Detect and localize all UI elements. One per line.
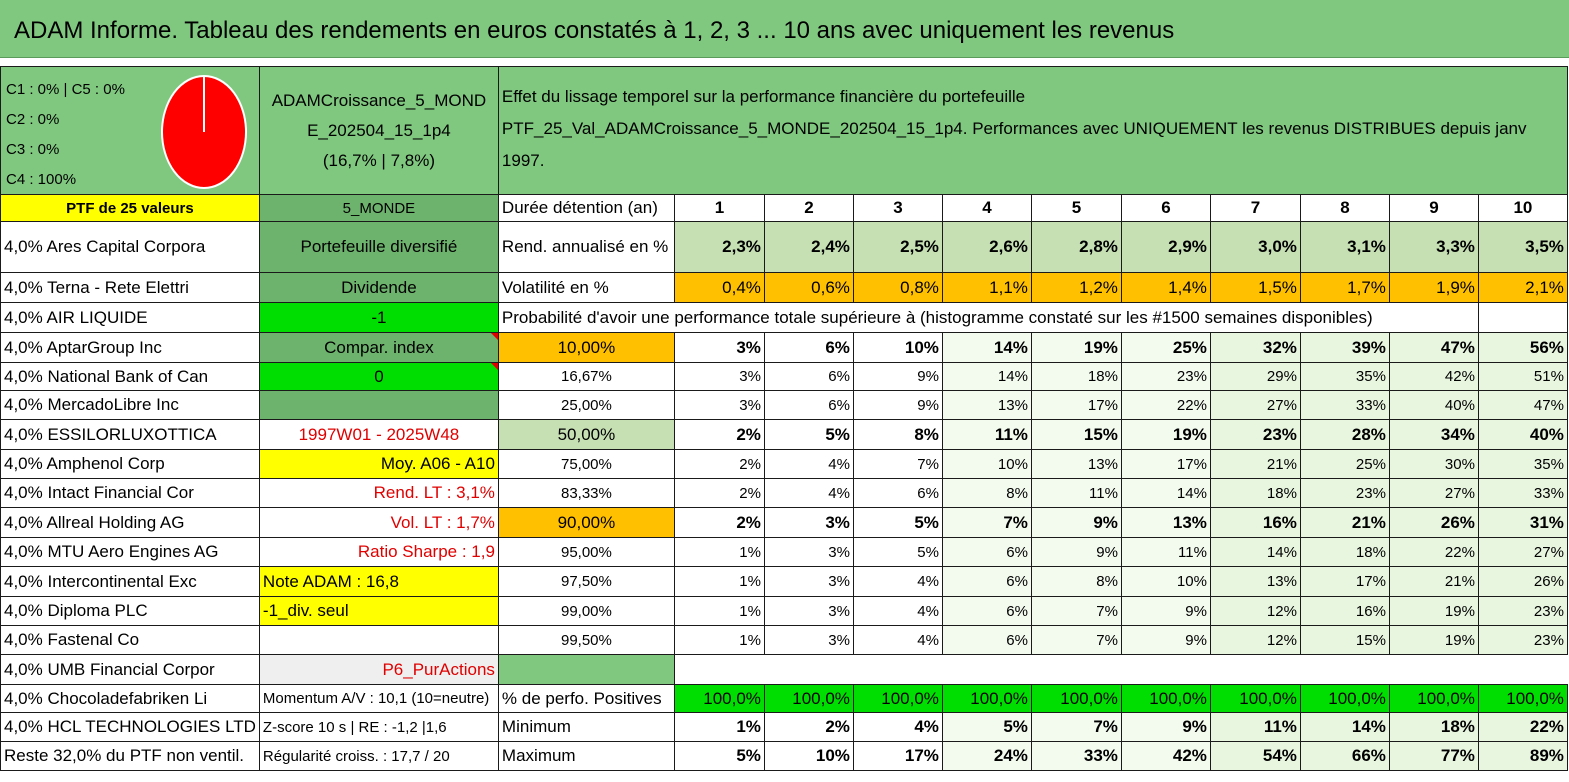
rend-lt-label[interactable]: Rend. LT : 3,1% [259, 479, 498, 508]
prob-value[interactable]: 18% [1031, 363, 1121, 391]
prob-value[interactable]: 7% [942, 508, 1031, 538]
prob-value[interactable]: 3% [764, 508, 853, 538]
prob-value[interactable]: 9% [1031, 538, 1121, 567]
holding-name[interactable]: 4,0% Terna - Rete Elettri [1, 273, 260, 303]
prob-value[interactable]: 2% [674, 508, 764, 538]
prob-threshold[interactable]: 90,00% [498, 508, 674, 538]
prob-value[interactable]: 11% [942, 420, 1031, 450]
prob-value[interactable]: 40% [1389, 391, 1478, 420]
prob-value[interactable]: 1% [674, 567, 764, 597]
pie-legend-item: C2 : 0% [6, 110, 60, 128]
holding-name[interactable]: 4,0% Amphenol Corp [1, 450, 260, 479]
prob-value[interactable]: 6% [942, 538, 1031, 567]
prob-value[interactable]: 19% [1389, 597, 1478, 626]
empty-cell[interactable] [498, 655, 674, 685]
pie-legend-item: C4 : 100% [6, 170, 77, 188]
prob-value[interactable]: 14% [1210, 538, 1300, 567]
min-value[interactable]: 14% [1300, 713, 1389, 742]
prob-value[interactable]: 56% [1478, 333, 1567, 363]
table-row [1, 713, 1568, 742]
pie-legend [6, 75, 125, 195]
rend-value[interactable]: 3,0% [1210, 222, 1300, 273]
holding-name[interactable]: 4,0% Ares Capital Corpora [1, 222, 260, 273]
portefeuille-label[interactable]: Portefeuille diversifié [259, 222, 498, 273]
prob-threshold[interactable]: 99,00% [498, 597, 674, 626]
rend-label[interactable]: Rend. annualisé en % [498, 222, 674, 273]
pos-value[interactable]: 100,0% [1478, 685, 1567, 713]
prob-value[interactable]: 30% [1389, 450, 1478, 479]
vol-value[interactable]: 0,6% [764, 273, 853, 303]
regularite-label[interactable]: Régularité croiss. : 17,7 / 20 [259, 742, 498, 771]
max-label[interactable]: Maximum [498, 742, 674, 771]
rend-value[interactable]: 3,1% [1300, 222, 1389, 273]
holding-name[interactable]: Reste 32,0% du PTF non ventil. [1, 742, 260, 771]
table-row [1, 303, 1568, 333]
description-line: 1997. [501, 151, 545, 170]
pie-legend-item: C3 : 0% [6, 140, 60, 158]
prob-value[interactable]: 1% [674, 597, 764, 626]
prob-value[interactable]: 26% [1389, 508, 1478, 538]
description-cell[interactable] [498, 67, 1567, 195]
prob-value[interactable]: 34% [1389, 420, 1478, 450]
prob-value[interactable]: 14% [942, 333, 1031, 363]
year-header[interactable]: 6 [1121, 195, 1210, 222]
prob-value[interactable]: 17% [1121, 450, 1210, 479]
table-row [1, 685, 1568, 713]
zero-value[interactable]: 0 [259, 363, 498, 391]
holding-name[interactable]: 4,0% MercadoLibre Inc [1, 391, 260, 420]
prob-value[interactable]: 15% [1300, 626, 1389, 655]
rend-value[interactable]: 2,8% [1031, 222, 1121, 273]
prob-value[interactable]: 31% [1478, 508, 1567, 538]
prob-value[interactable]: 7% [853, 450, 942, 479]
prob-value[interactable]: 7% [1031, 597, 1121, 626]
year-header[interactable]: 2 [764, 195, 853, 222]
compar-label[interactable]: Compar. index [259, 333, 498, 363]
prob-value[interactable]: 51% [1478, 363, 1567, 391]
table-row [1, 363, 1568, 391]
holding-name[interactable]: 4,0% ESSILORLUXOTTICA [1, 420, 260, 450]
prob-value[interactable]: 8% [1031, 567, 1121, 597]
empty-cell[interactable] [259, 391, 498, 420]
prob-value[interactable]: 21% [1300, 508, 1389, 538]
prob-value[interactable]: 8% [853, 420, 942, 450]
prob-threshold[interactable]: 95,00% [498, 538, 674, 567]
prob-value[interactable]: 9% [853, 363, 942, 391]
min-value[interactable]: 5% [942, 713, 1031, 742]
vol-value[interactable]: 1,1% [942, 273, 1031, 303]
pos-label[interactable]: % de perfo. Positives [498, 685, 674, 713]
vol-lt-label[interactable]: Vol. LT : 1,7% [259, 508, 498, 538]
year-header[interactable]: 10 [1478, 195, 1567, 222]
duree-label[interactable]: Durée détention (an) [498, 195, 674, 222]
prob-value[interactable]: 22% [1121, 391, 1210, 420]
prob-value[interactable]: 5% [853, 508, 942, 538]
zscore-label[interactable]: Z-score 10 s | RE : -1,2 |1,6 [259, 713, 498, 742]
holding-name[interactable]: 4,0% MTU Aero Engines AG [1, 538, 260, 567]
vol-value[interactable]: 0,4% [674, 273, 764, 303]
prob-value[interactable]: 16% [1210, 508, 1300, 538]
prob-value[interactable]: 23% [1478, 626, 1567, 655]
pos-value[interactable]: 100,0% [1389, 685, 1478, 713]
holding-name[interactable]: 4,0% Intercontinental Exc [1, 567, 260, 597]
table-row [1, 538, 1568, 567]
note-label[interactable]: Note ADAM : 16,8 [259, 567, 498, 597]
table-row [1, 420, 1568, 450]
table-row [1, 273, 1568, 303]
min-value[interactable]: 18% [1389, 713, 1478, 742]
vol-value[interactable]: 1,7% [1300, 273, 1389, 303]
prob-value[interactable]: 40% [1478, 420, 1567, 450]
prob-value[interactable]: 4% [853, 626, 942, 655]
page-title: ADAM Informe. Tableau des rendements en euros constatés à 1, 2, 3 ... 10 ans avec uniquement les revenus [0, 0, 1569, 58]
prob-value[interactable]: 12% [1210, 597, 1300, 626]
min-value[interactable]: 11% [1210, 713, 1300, 742]
prob-value[interactable]: 3% [764, 538, 853, 567]
zone-label[interactable]: 5_MONDE [259, 195, 498, 222]
fund-name-line: ADAMCroissance_5_MOND [271, 90, 487, 110]
table-row [1, 67, 1568, 195]
prob-value[interactable]: 10% [1121, 567, 1210, 597]
prob-value[interactable]: 33% [1478, 479, 1567, 508]
table-row [1, 626, 1568, 655]
max-value[interactable]: 42% [1121, 742, 1210, 771]
prob-value[interactable]: 21% [1210, 450, 1300, 479]
prob-value[interactable]: 3% [764, 597, 853, 626]
prob-value[interactable]: 4% [764, 479, 853, 508]
vol-value[interactable]: 1,4% [1121, 273, 1210, 303]
table-row [1, 567, 1568, 597]
prob-value[interactable]: 42% [1389, 363, 1478, 391]
table-row [1, 742, 1568, 771]
prob-value[interactable]: 15% [1031, 420, 1121, 450]
prob-value[interactable]: 10% [853, 333, 942, 363]
prob-threshold[interactable]: 16,67% [498, 363, 674, 391]
pos-value[interactable]: 100,0% [942, 685, 1031, 713]
prob-value[interactable]: 35% [1478, 450, 1567, 479]
div-seul-label[interactable]: -1_div. seul [259, 597, 498, 626]
max-value[interactable]: 33% [1031, 742, 1121, 771]
prob-value[interactable]: 23% [1210, 420, 1300, 450]
pie-legend-item: C1 : 0% | C5 : 0% [6, 80, 125, 98]
prob-value[interactable]: 25% [1121, 333, 1210, 363]
prob-threshold[interactable]: 50,00% [498, 420, 674, 450]
prob-value[interactable]: 23% [1300, 479, 1389, 508]
max-value[interactable]: 77% [1389, 742, 1478, 771]
prob-value[interactable]: 17% [1031, 391, 1121, 420]
table-row [1, 391, 1568, 420]
prob-value[interactable]: 2% [674, 450, 764, 479]
prob-value[interactable]: 4% [853, 597, 942, 626]
description-line: PTF_25_Val_ADAMCroissance_5_MONDE_202504_15_1p4. Performances avec UNIQUEMENT les revenus DISTRIBUES depuis janv [501, 119, 1527, 138]
pos-value[interactable]: 100,0% [1031, 685, 1121, 713]
max-value[interactable]: 66% [1300, 742, 1389, 771]
pos-value[interactable]: 100,0% [1210, 685, 1300, 713]
max-value[interactable]: 24% [942, 742, 1031, 771]
prob-value[interactable]: 18% [1210, 479, 1300, 508]
prob-threshold[interactable]: 10,00% [498, 333, 674, 363]
year-header[interactable]: 3 [853, 195, 942, 222]
prob-value[interactable]: 9% [1121, 597, 1210, 626]
table-row [1, 508, 1568, 538]
prob-value[interactable]: 12% [1210, 626, 1300, 655]
min-value[interactable]: 2% [764, 713, 853, 742]
vol-value[interactable]: 1,2% [1031, 273, 1121, 303]
rend-value[interactable]: 2,6% [942, 222, 1031, 273]
holding-name[interactable]: 4,0% HCL TECHNOLOGIES LTD [1, 713, 260, 742]
min-value[interactable]: 1% [674, 713, 764, 742]
prob-value[interactable]: 35% [1300, 363, 1389, 391]
prob-value[interactable]: 18% [1300, 538, 1389, 567]
prob-value[interactable]: 14% [1121, 479, 1210, 508]
max-value[interactable]: 5% [674, 742, 764, 771]
year-header[interactable]: 1 [674, 195, 764, 222]
max-value[interactable]: 89% [1478, 742, 1567, 771]
table-row [1, 222, 1568, 273]
prob-value[interactable]: 19% [1031, 333, 1121, 363]
dividende-label[interactable]: Dividende [259, 273, 498, 303]
holding-name[interactable]: 4,0% UMB Financial Corpor [1, 655, 260, 685]
prob-value[interactable]: 13% [1121, 508, 1210, 538]
holding-name[interactable]: 4,0% AIR LIQUIDE [1, 303, 260, 333]
prob-threshold[interactable]: 99,50% [498, 626, 674, 655]
prob-value[interactable]: 7% [1031, 626, 1121, 655]
max-value[interactable]: 17% [853, 742, 942, 771]
prob-value[interactable]: 33% [1300, 391, 1389, 420]
prob-threshold[interactable]: 83,33% [498, 479, 674, 508]
prob-value[interactable]: 3% [764, 626, 853, 655]
prob-value[interactable]: 26% [1478, 567, 1567, 597]
prob-value[interactable]: 9% [1031, 508, 1121, 538]
max-value[interactable]: 54% [1210, 742, 1300, 771]
year-header[interactable]: 8 [1300, 195, 1389, 222]
pie-chart [160, 73, 248, 191]
rend-value[interactable]: 3,3% [1389, 222, 1478, 273]
min-value[interactable]: 22% [1478, 713, 1567, 742]
performance-table [0, 66, 1568, 771]
fund-name-line: E_202504_15_1p4 [307, 120, 451, 140]
prob-value[interactable]: 1% [674, 538, 764, 567]
minus-one-value[interactable]: -1 [259, 303, 498, 333]
holding-name[interactable]: 4,0% Fastenal Co [1, 626, 260, 655]
prob-value[interactable]: 6% [853, 479, 942, 508]
prob-value[interactable]: 11% [1121, 538, 1210, 567]
min-value[interactable]: 9% [1121, 713, 1210, 742]
prob-value[interactable]: 13% [1210, 567, 1300, 597]
rend-value[interactable]: 2,9% [1121, 222, 1210, 273]
prob-value[interactable]: 5% [764, 420, 853, 450]
prob-value[interactable]: 6% [764, 333, 853, 363]
max-value[interactable]: 10% [764, 742, 853, 771]
prob-value[interactable]: 25% [1300, 450, 1389, 479]
prob-value[interactable]: 21% [1389, 567, 1478, 597]
fund-name-cell[interactable] [259, 67, 498, 195]
prob-value[interactable]: 4% [764, 450, 853, 479]
prob-value[interactable]: 6% [942, 597, 1031, 626]
prob-value[interactable]: 2% [674, 479, 764, 508]
prob-value[interactable]: 23% [1478, 597, 1567, 626]
prob-value[interactable]: 4% [853, 567, 942, 597]
vol-label[interactable]: Volatilité en % [498, 273, 674, 303]
prob-value[interactable]: 27% [1210, 391, 1300, 420]
min-label[interactable]: Minimum [498, 713, 674, 742]
prob-value[interactable]: 14% [942, 363, 1031, 391]
vol-value[interactable]: 0,8% [853, 273, 942, 303]
prob-value[interactable]: 19% [1389, 626, 1478, 655]
table-row [1, 450, 1568, 479]
prob-value[interactable]: 11% [1031, 479, 1121, 508]
momentum-label[interactable]: Momentum A/V : 10,1 (10=neutre) [259, 685, 498, 713]
prob-value[interactable]: 3% [674, 391, 764, 420]
prob-value[interactable]: 6% [942, 626, 1031, 655]
prob-value[interactable]: 3% [764, 567, 853, 597]
prob-value[interactable]: 6% [942, 567, 1031, 597]
fund-perf: (16,7% | 7,8%) [322, 150, 435, 170]
pos-value[interactable]: 100,0% [853, 685, 942, 713]
prob-value[interactable]: 5% [853, 538, 942, 567]
prob-value[interactable]: 13% [1031, 450, 1121, 479]
prob-value[interactable]: 22% [1389, 538, 1478, 567]
prob-value[interactable]: 17% [1300, 567, 1389, 597]
prob-threshold[interactable]: 97,50% [498, 567, 674, 597]
prob-value[interactable]: 47% [1478, 391, 1567, 420]
prob-value[interactable]: 32% [1210, 333, 1300, 363]
year-header[interactable]: 5 [1031, 195, 1121, 222]
table-row [1, 655, 1568, 685]
prob-value[interactable]: 29% [1210, 363, 1300, 391]
holding-name[interactable]: 4,0% Diploma PLC [1, 597, 260, 626]
year-header[interactable]: 7 [1210, 195, 1300, 222]
ptf-label[interactable]: PTF de 25 valeurs [1, 195, 260, 222]
prob-value[interactable]: 6% [764, 363, 853, 391]
p6-label[interactable]: P6_PurActions [259, 655, 498, 685]
pie-cell[interactable] [1, 67, 260, 195]
holding-name[interactable]: 4,0% Allreal Holding AG [1, 508, 260, 538]
sharpe-label[interactable]: Ratio Sharpe : 1,9 [259, 538, 498, 567]
rend-value[interactable]: 2,3% [674, 222, 764, 273]
table-row [1, 597, 1568, 626]
pos-value[interactable]: 100,0% [1121, 685, 1210, 713]
holding-name[interactable]: 4,0% Intact Financial Cor [1, 479, 260, 508]
prob-value[interactable]: 9% [853, 391, 942, 420]
prob-value[interactable]: 3% [674, 363, 764, 391]
rend-value[interactable]: 3,5% [1478, 222, 1567, 273]
min-value[interactable]: 4% [853, 713, 942, 742]
prob-value[interactable]: 8% [942, 479, 1031, 508]
holding-name[interactable]: 4,0% AptarGroup Inc [1, 333, 260, 363]
year-header[interactable]: 4 [942, 195, 1031, 222]
pos-value[interactable]: 100,0% [1300, 685, 1389, 713]
rend-value[interactable]: 2,4% [764, 222, 853, 273]
empty-cell[interactable] [1478, 303, 1567, 333]
pos-value[interactable]: 100,0% [764, 685, 853, 713]
empty-area[interactable] [674, 655, 1567, 685]
prob-value[interactable]: 27% [1389, 479, 1478, 508]
prob-value[interactable]: 9% [1121, 626, 1210, 655]
holding-name[interactable]: 4,0% National Bank of Can [1, 363, 260, 391]
prob-value[interactable]: 28% [1300, 420, 1389, 450]
table-row [1, 333, 1568, 363]
prob-value[interactable]: 10% [942, 450, 1031, 479]
prob-value[interactable]: 1% [674, 626, 764, 655]
vol-value[interactable]: 1,9% [1389, 273, 1478, 303]
rend-value[interactable]: 2,5% [853, 222, 942, 273]
year-header[interactable]: 9 [1389, 195, 1478, 222]
prob-value[interactable]: 16% [1300, 597, 1389, 626]
empty-cell[interactable] [259, 626, 498, 655]
period-label[interactable]: 1997W01 - 2025W48 [259, 420, 498, 450]
pos-value[interactable]: 100,0% [674, 685, 764, 713]
prob-title[interactable]: Probabilité d'avoir une performance totale supérieure à (histogramme constaté sur les #1500 semaines disponibles) [498, 303, 1478, 333]
vol-value[interactable]: 2,1% [1478, 273, 1567, 303]
prob-threshold[interactable]: 75,00% [498, 450, 674, 479]
prob-value[interactable]: 23% [1121, 363, 1210, 391]
prob-value[interactable]: 47% [1389, 333, 1478, 363]
prob-value[interactable]: 19% [1121, 420, 1210, 450]
prob-value[interactable]: 6% [764, 391, 853, 420]
table-row [1, 479, 1568, 508]
prob-value[interactable]: 13% [942, 391, 1031, 420]
prob-threshold[interactable]: 25,00% [498, 391, 674, 420]
moy-label[interactable]: Moy. A06 - A10 [259, 450, 498, 479]
prob-value[interactable]: 2% [674, 420, 764, 450]
holding-name[interactable]: 4,0% Chocoladefabriken Li [1, 685, 260, 713]
min-value[interactable]: 7% [1031, 713, 1121, 742]
prob-value[interactable]: 27% [1478, 538, 1567, 567]
description-line: Effet du lissage temporel sur la performance financière du portefeuille [501, 87, 1026, 106]
prob-value[interactable]: 3% [674, 333, 764, 363]
vol-value[interactable]: 1,5% [1210, 273, 1300, 303]
prob-value[interactable]: 39% [1300, 333, 1389, 363]
table-row [1, 195, 1568, 222]
title-separator [0, 58, 1569, 66]
